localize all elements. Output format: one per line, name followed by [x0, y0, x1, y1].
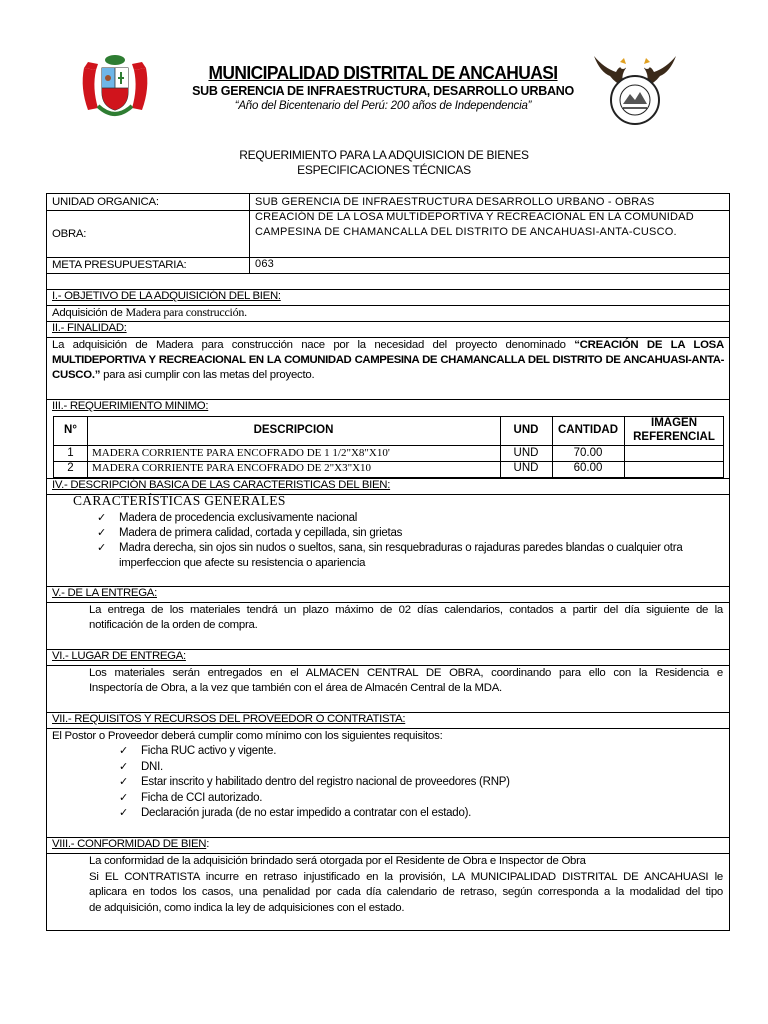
checkmark-icon: ✓ — [119, 761, 128, 773]
obra-label: OBRA: — [52, 228, 87, 240]
checkmark-icon: ✓ — [119, 745, 128, 757]
section-5-heading: V.- DE LA ENTREGA: — [52, 587, 157, 599]
checkmark-icon: ✓ — [119, 776, 128, 788]
section-8-heading: VIII.- CONFORMIDAD DE BIEN: — [52, 838, 210, 850]
document-title: REQUERIMIENTO PARA LA ADQUISICION DE BIENES — [239, 148, 529, 162]
checkmark-icon: ✓ — [97, 542, 106, 554]
section-7-heading: VII.- REQUISITOS Y RECURSOS DEL PROVEEDOR O CONTRATISTA: — [52, 713, 406, 725]
row-divider — [47, 273, 729, 274]
info-column-divider — [249, 194, 250, 274]
checkmark-icon: ✓ — [119, 807, 128, 819]
section-8-line-2: Si EL CONTRATISTA incurre en retraso injustificado en la provisión, LA MUNICIPALIDAD DISTRITAL DE ANCAHUASI le — [89, 871, 723, 883]
col-header-image-ref: REFERENCIAL — [633, 431, 715, 443]
peru-coat-of-arms-icon — [78, 48, 152, 122]
section-8-line-4: de adquisición, como indica la ley de adquisiciones con el estado. — [89, 902, 405, 914]
row-number: 2 — [67, 462, 74, 474]
section-6-line-2: Inspectoría de Obra, a la vez que también con el área de Almacén Central de la MDA. — [89, 682, 502, 694]
section-1-text: Adquisición de Madera para construcción. — [52, 305, 247, 319]
section-4-heading: IV.- DESCRIPCIÓN BASICA DE LAS CARACTERISTICAS DEL BIEN: — [52, 479, 391, 491]
checkmark-icon: ✓ — [97, 512, 106, 524]
col-header-description: DESCRIPCION — [253, 424, 334, 436]
year-motto: “Año del Bicentenario del Perú: 200 años de Independencia” — [234, 100, 532, 112]
checkmark-icon: ✓ — [119, 792, 128, 804]
obra-value-line-2: CAMPESINA DE CHAMANCALLA DEL DISTRITO DE ANCAHUASI-ANTA-CUSCO. — [255, 226, 677, 238]
col-header-unit: UND — [513, 424, 539, 436]
meta-presupuestaria-value: 063 — [255, 258, 274, 270]
unidad-organica-label: UNIDAD ORGANICA: — [52, 196, 159, 208]
characteristic-item-continued: imperfeccion que afecte su resistencia o apariencia — [119, 557, 366, 569]
section-2-line-1: La adquisición de Madera para construcción nace por la necesidad del proyecto denominado “CREACIÓN DE LA LOSA — [52, 339, 724, 351]
row-unit: UND — [513, 447, 539, 459]
section-2-line-2: MULTIDEPORTIVA Y RECREACIONAL EN LA COMUNIDAD CAMPESINA DE CHAMANCALLA DEL DISTRITO DE ANCAHUASI-ANTA- — [52, 354, 724, 366]
row-divider — [54, 445, 723, 446]
meta-presupuestaria-label: META PRESUPUESTARIA: — [52, 259, 187, 271]
specifications-table: UNIDAD ORGANICA: SUB GERENCIA DE INFRAESTRUCTURA DESARROLLO URBANO - OBRAS OBRA: CREACIÓN DE LA LOSA MULTIDEPORTIVA Y RECREACIONAL EN LA COMUNIDAD CAMPESINA DE CHAMANCALLA DEL DISTRITO DE ANCAHUASI-ANTA-CUSCO. META PRESUPUESTARIA: 063 I.- OBJETIVO DE LA ADQUISICIÓN DEL BIEN: Adquisición de Madera para construcción. II.- FINALIDAD: La adquisición de Madera para construcción nace por la necesidad del proyecto denominado “CREACIÓN DE LA LOSA MULTIDEPORTIVA Y RECREACIONAL EN LA COMUNIDAD CAMPESINA DE CHAMANCALLA DEL DISTRITO DE ANCAHUASI-ANTA- CUSCO.” para asi cumplir con las metas del proyecto. III.- REQUERIMIENTO MINIMO: N° DESCRIPCION UND CANTIDAD IMAGEN REFERENCIAL 1 MADERA CORRIENTE PARA ENCOFRADO DE 1 1/2"X8"X10' UND 70.00 2 MADERA CORRIENTE PARA ENCOFRADO DE 2"X3"X10 UND 60.00 IV.- DESCRIPCIÓN BASICA DE LAS CARACTERISTICAS DEL BIEN: CARACTERÍSTICAS GENERALES ✓ Madera de procedencia exclusivamente nacional ✓ Madera de primera calidad, cortada y cepillada, sin grietas ✓ Madra derecha, sin ojos sin nudos o sueltos, sana, sin resquebraduras o rajaduras paredes blandas o cualquier otra imperfeccion que afecte su resistencia o apariencia V.- DE LA ENTREGA: La entrega de los materiales tendrá un plazo máximo de 02 días calendarios, contados a partir del día siguiente de la notificación de la orden de compra. VI.- LUGAR DE ENTREGA: Los materiales serán entregados en el ALMACEN CENTRAL DE OBRA, coordinando para ello con la Residencia e Inspectoría de Obra, a la vez que también con el área de Almacén Central de la MDA. VII.- REQUISITOS Y RECURSOS DEL PROVEEDOR O CONTRATISTA: El Postor o Proveedor deberá cumplir como mínimo con los siguientes requisitos: ✓ Ficha RUC activo y vigente. ✓ DNI. ✓ Estar inscrito y habilitado dentro del registro nacional de proveedores (RNP) ✓ Ficha de CCI autorizado. ✓ Declaración jurada (de no estar impedido a contratar con el estado). VIII.- CONFORMIDAD DE BIEN: La conformidad de la adquisición brindado será otorgada por el Residente de Obra e Inspector de Obra Si EL CONTRATISTA incurre en retraso injustificado en la provisión, LA MUNICIPALIDAD DISTRITAL DE ANCAHUASI le aplicara en todos los casos, una penalidad por cada día calendario de retraso, según corresponda a la modalidad del tipo de adquisición, como indica la ley de adquisiciones con el estado. — [46, 193, 730, 931]
row-quantity: 60.00 — [573, 462, 603, 474]
section-1-heading: I.- OBJETIVO DE LA ADQUISICIÓN DEL BIEN: — [52, 290, 281, 302]
row-quantity: 70.00 — [573, 447, 603, 459]
row-number: 1 — [67, 447, 74, 459]
row-description: MADERA CORRIENTE PARA ENCOFRADO DE 1 1/2"X8"X10' — [92, 447, 390, 459]
general-characteristics-heading: CARACTERÍSTICAS GENERALES — [73, 493, 286, 508]
obra-value-line-1: CREACIÓN DE LA LOSA MULTIDEPORTIVA Y RECREACIONAL EN LA COMUNIDAD — [255, 211, 694, 223]
section-3-heading: III.- REQUERIMIENTO MINIMO: — [52, 400, 209, 412]
section-2-line-3: CUSCO.” para asi cumplir con las metas del proyecto. — [52, 369, 315, 381]
checkmark-icon: ✓ — [97, 527, 106, 539]
section-6-line-1: Los materiales serán entregados en el ALMACEN CENTRAL DE OBRA, coordinando para ello con la Residencia e — [89, 667, 723, 679]
municipality-eagles-logo-icon — [590, 46, 680, 128]
row-unit: UND — [513, 462, 539, 474]
section-6-heading: VI.- LUGAR DE ENTREGA: — [52, 650, 186, 662]
section-5-line-2: notificación de la orden de compra. — [89, 619, 258, 631]
col-header-quantity: CANTIDAD — [557, 424, 619, 436]
document-subtitle: ESPECIFICACIONES TÉCNICAS — [297, 163, 471, 177]
municipality-title: MUNICIPALIDAD DISTRITAL DE ANCAHUASI — [208, 62, 558, 83]
unidad-organica-value: SUB GERENCIA DE INFRAESTRUCTURA DESARROLLO URBANO - OBRAS — [255, 196, 655, 208]
section-7-intro: El Postor o Proveedor deberá cumplir como mínimo con los siguientes requisitos: — [52, 730, 443, 742]
col-header-image: IMAGEN — [651, 417, 697, 429]
row-description: MADERA CORRIENTE PARA ENCOFRADO DE 2"X3"X10 — [92, 462, 372, 474]
row-divider — [47, 321, 729, 322]
col-header-number: N° — [64, 424, 77, 436]
requirements-table — [53, 416, 724, 478]
letterhead — [0, 40, 768, 130]
section-2-heading: II.- FINALIDAD: — [52, 322, 127, 334]
section-5-line-1: La entrega de los materiales tendrá un plazo máximo de 02 días calendarios, contados a partir del día siguiente de la — [89, 604, 723, 616]
section-8-line-3: aplicara en todos los casos, una penalidad por cada día calendario de retraso, según corresponda a la modalidad del tipo — [89, 886, 723, 898]
department-subtitle: SUB GERENCIA DE INFRAESTRUCTURA, DESARROLLO URBANO — [192, 84, 574, 98]
section-8-line-1: La conformidad de la adquisición brindado será otorgada por el Residente de Obra e Inspector de Obra — [89, 855, 586, 867]
